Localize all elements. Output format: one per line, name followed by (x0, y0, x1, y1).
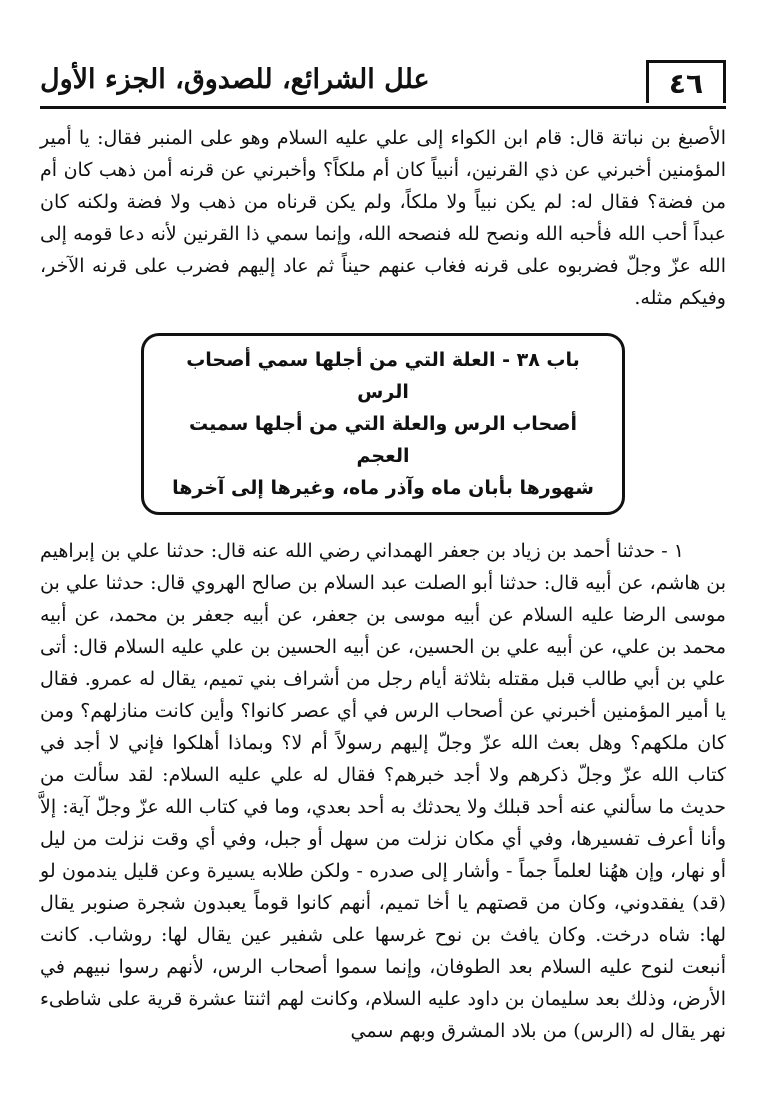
opening-paragraph: الأصبغ بن نباتة قال: قام ابن الكواء إلى علي عليه السلام وهو على المنبر فقال: يا أمير المؤمنين أخبرني عن ذي القرنين، أنبياً كان أم ملكاً؟ وأخبرني عن قرنه أمن ذهب كان أم من فضة؟ فقال له: لم يكن نبياً ولا ملكاً، ولم يكن قرناه من ذهب ولا فضة ولكنه كان عبداً أحب الله فأحبه الله ونصح لله فنصحه الله، وإنما سمي ذا القرنين لأنه دعا قومه إلى الله عزّ وجلّ فضربوه على قرنه فغاب عنهم حيناً ثم عاد إليهم فضرب على قرنه الآخر، وفيكم مثله. (40, 127, 726, 309)
chapter-heading-line-1: باب ٣٨ - العلة التي من أجلها سمي أصحاب الرس (186, 349, 580, 403)
chapter-heading-line-3: شهورها بأبان ماه وآذر ماه، وغيرها إلى آخرها (172, 477, 594, 499)
hadith-paragraph: ١ - حدثنا أحمد بن زياد بن جعفر الهمداني رضي الله عنه قال: حدثنا علي بن إبراهيم بن هاشم، عن أبيه قال: حدثنا أبو الصلت عبد السلام بن صالح الهروي قال: حدثنا علي بن موسى الرضا عليه السلام عن أبيه موسى بن جعفر، عن أبيه جعفر بن محمد، عن أبيه محمد بن علي، عن أبيه علي بن الحسين، عن أبيه الحسين بن علي عليه السلام قال: أتى علي بن أبي طالب قبل مقتله بثلاثة أيام رجل من أشراف بني تميم، يقال له عمرو. فقال يا أمير المؤمنين أخبرني عن أصحاب الرس في أي عصر كانوا؟ وأين كانت منازلهم؟ ومن كان ملكهم؟ وهل بعث الله عزّ وجلّ إليهم رسولاً أم لا؟ وبماذا أهلكوا فإني لا أجد في كتاب الله عزّ وجلّ ذكرهم ولا أجد خبرهم؟ فقال له علي عليه السلام: لقد سألت من حديث ما سألني عنه أحد قبلك ولا يحدثك به أحد بعدي، وما في كتاب الله عزّ وجلّ آية: إلاَّ وأنا أعرف تفسيرها، وفي أي مكان نزلت من سهل أو جبل، وفي أي وقت نزلت من ليل أو نهار، وإن ههُنا لعلماً جماً - وأشار إلى صدره - ولكن طلابه يسيرة وعن قليل يندمون لو (قد) يفقدوني، وكان من قصتهم يا أخا تميم، أنهم كانوا قوماً يعبدون شجرة صنوبر يقال لها: شاه درخت. وكان يافث بن نوح غرسها على شفير عين يقال لها: روشاب. كانت أنبعت لنوح عليه السلام بعد الطوفان، وإنما سموا أصحاب الرس، لأنهم رسوا نبيهم في الأرض، وذلك بعد سليمان بن داود عليه السلام، وكانت لهم اثنتا عشرة قرية على شاطىء نهر يقال له (الرس) من بلاد المشرق وبهم سمي (40, 540, 726, 1042)
header-rule (40, 106, 726, 109)
page-number: ٤٦ (646, 60, 726, 103)
chapter-heading-box (141, 333, 625, 515)
page-header (40, 50, 726, 108)
running-head: علل الشرائع، للصدوق، الجزء الأول (40, 64, 430, 95)
book-page (40, 50, 726, 1090)
chapter-heading-line-2: أصحاب الرس والعلة التي من أجلها سميت العجم (188, 413, 578, 467)
